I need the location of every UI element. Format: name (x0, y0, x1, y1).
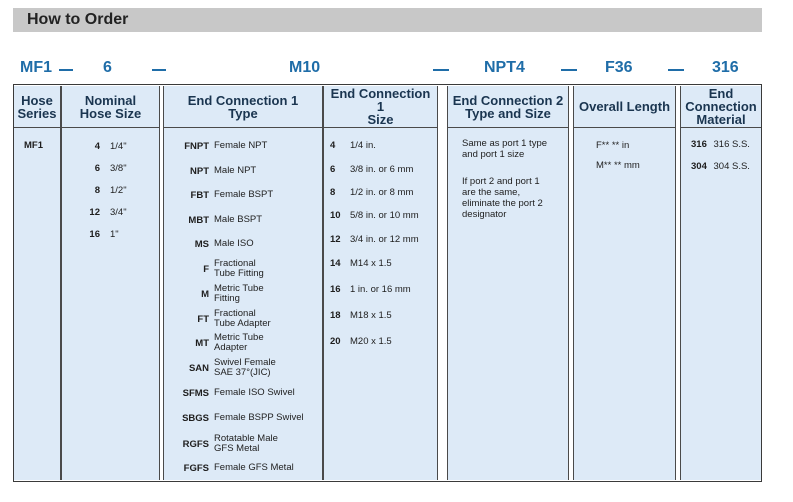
header-line: Material (696, 112, 746, 127)
desc-line: Swivel Female (214, 357, 276, 368)
code-end1: M10 (289, 59, 321, 76)
list-item (330, 164, 413, 175)
type-desc (214, 434, 278, 453)
type-desc (214, 259, 264, 278)
column-header (324, 86, 437, 128)
note-line: are the same, (462, 187, 521, 198)
header-line: End Connection 1 (330, 86, 431, 114)
code-length: F36 (605, 59, 633, 76)
series-code: MF1 (24, 140, 43, 151)
size-code: 4 (94, 141, 100, 152)
size-code: 8 (94, 185, 100, 196)
size-desc: 5/8 in. or 10 mm (350, 210, 419, 221)
column-hose-series (14, 86, 61, 480)
size-desc: 1/4 in. (350, 140, 376, 151)
desc-line: Female NPT (214, 140, 268, 151)
desc-line: Fractional (214, 258, 256, 269)
desc-line: Metric Tube (214, 332, 264, 343)
material-desc: 304 S.S. (713, 161, 750, 172)
end2-note (462, 138, 572, 160)
size-code: 12 (330, 234, 341, 245)
size-desc: 3/4 in. or 12 mm (350, 234, 419, 245)
type-code: F (203, 264, 209, 275)
size-desc: 1/2 in. or 8 mm (350, 187, 414, 198)
type-code: SBGS (182, 413, 209, 424)
column-header (574, 86, 675, 128)
list-item (691, 139, 750, 150)
type-desc (214, 358, 276, 377)
section-title-bar (13, 8, 762, 32)
size-value: 1" (110, 229, 119, 240)
note-line: eliminate the port 2 (462, 198, 543, 209)
column-end1-size (323, 86, 438, 480)
note-line: Same as port 1 type (462, 138, 548, 149)
type-desc (214, 284, 264, 303)
code-dash (59, 69, 73, 71)
header-line: Hose (21, 92, 53, 108)
desc-line: Fractional (214, 308, 256, 319)
desc-line: Metric Tube (214, 283, 264, 294)
size-desc: M18 x 1.5 (350, 310, 392, 321)
size-desc: M14 x 1.5 (350, 258, 392, 269)
desc-line: Fitting (214, 292, 240, 304)
size-code: 18 (330, 310, 341, 321)
list-item (330, 140, 376, 151)
column-header (681, 86, 761, 128)
size-desc: 1 in. or 16 mm (350, 284, 411, 295)
desc-line: Male NPT (214, 165, 257, 176)
note-line: and port 1 size (462, 149, 525, 160)
column-hose-size (61, 86, 160, 480)
column-overall-length (573, 86, 676, 480)
type-code: M (201, 289, 209, 300)
list-item (24, 140, 43, 151)
type-code: MT (195, 338, 209, 349)
desc-line: Rotatable Male (214, 433, 278, 444)
material-code: 316 (691, 139, 707, 150)
header-line: Nominal (84, 92, 137, 108)
column-header (164, 86, 322, 128)
column-header (62, 86, 159, 128)
code-dash (152, 69, 166, 71)
type-code: SFMS (182, 388, 209, 399)
size-code: 16 (330, 284, 341, 295)
desc-line: Female ISO Swivel (214, 387, 295, 398)
code-end2: NPT4 (484, 59, 525, 76)
type-desc (214, 141, 267, 151)
size-value: 1/4" (110, 141, 127, 152)
note-line: designator (462, 209, 507, 220)
end2-note (462, 176, 572, 220)
size-code: 8 (330, 187, 336, 198)
desc-line: Female GFS Metal (214, 462, 294, 473)
list-item (330, 336, 392, 347)
header-line: Hose Size (79, 105, 142, 121)
type-code: MBT (188, 215, 209, 226)
size-value: 1/2" (110, 185, 127, 196)
type-code: MS (194, 239, 209, 250)
code-dash (433, 69, 449, 71)
code-series: MF1 (20, 59, 52, 76)
size-code: 6 (94, 163, 100, 174)
column-header (448, 86, 568, 128)
list-item (691, 161, 750, 172)
code-dash (668, 69, 684, 71)
code-dash (561, 69, 577, 71)
list-item (330, 258, 392, 269)
list-item: M** ** mm (596, 160, 640, 171)
size-desc: M20 x 1.5 (350, 336, 392, 347)
list-item (330, 284, 411, 295)
list-item (330, 234, 419, 245)
type-desc (214, 166, 256, 176)
desc-line: Adapter (214, 341, 248, 353)
type-desc (214, 388, 295, 398)
size-value: 3/8" (110, 163, 127, 174)
header-line: Type and Size (465, 105, 551, 121)
type-desc (214, 413, 304, 423)
header-line: Type (228, 105, 258, 121)
desc-line: GFS Metal (214, 442, 260, 454)
size-code: 10 (330, 210, 341, 221)
material-code: 304 (691, 161, 707, 172)
type-code: SAN (188, 363, 209, 374)
column-header (14, 86, 60, 128)
list-item: F** ** in (596, 140, 630, 151)
desc-line: Tube Fitting (214, 267, 264, 279)
type-desc (214, 463, 294, 473)
desc-line: Tube Adapter (214, 317, 271, 329)
size-code: 14 (330, 258, 341, 269)
type-desc (214, 215, 262, 225)
size-code: 20 (330, 336, 341, 347)
size-desc: 3/8 in. or 6 mm (350, 164, 414, 175)
note-line: If port 2 and port 1 (462, 176, 540, 187)
column-end1-type (163, 86, 323, 480)
type-desc (214, 239, 254, 249)
header-line: Overall Length (578, 99, 671, 114)
type-code: FT (197, 314, 209, 325)
type-code: RGFS (182, 439, 209, 450)
type-code: NPT (190, 166, 209, 177)
list-item (330, 210, 419, 221)
desc-line: Male ISO (214, 238, 254, 249)
type-desc (214, 190, 273, 200)
type-desc (214, 333, 264, 352)
size-code: 4 (330, 140, 336, 151)
material-desc: 316 S.S. (713, 139, 750, 150)
type-desc (214, 309, 271, 328)
desc-line: Male BSPT (214, 214, 263, 225)
desc-line: Female BSPT (214, 189, 274, 200)
code-material: 316 (712, 59, 739, 76)
section-title: How to Order (27, 11, 129, 28)
size-code: 6 (330, 164, 336, 175)
desc-line: Female BSPP Swivel (214, 412, 304, 423)
list-item (330, 310, 392, 321)
header-line: End Connection 2 (452, 92, 564, 108)
type-code: FBT (190, 190, 209, 201)
header-line: End (708, 86, 734, 101)
header-line: End Connection 1 (187, 92, 299, 108)
type-code: FNPT (184, 141, 209, 152)
list-item (330, 187, 413, 198)
header-line: Series (17, 105, 57, 121)
size-code: 16 (89, 229, 100, 240)
column-end2 (447, 86, 569, 480)
size-value: 3/4" (110, 207, 127, 218)
size-code: 12 (89, 207, 100, 218)
header-line: Size (367, 112, 394, 127)
code-size: 6 (103, 59, 112, 76)
header-line: Connection (685, 99, 757, 114)
desc-line: SAE 37°(JIC) (214, 366, 271, 378)
type-code: FGFS (183, 463, 209, 474)
column-material (680, 86, 761, 480)
